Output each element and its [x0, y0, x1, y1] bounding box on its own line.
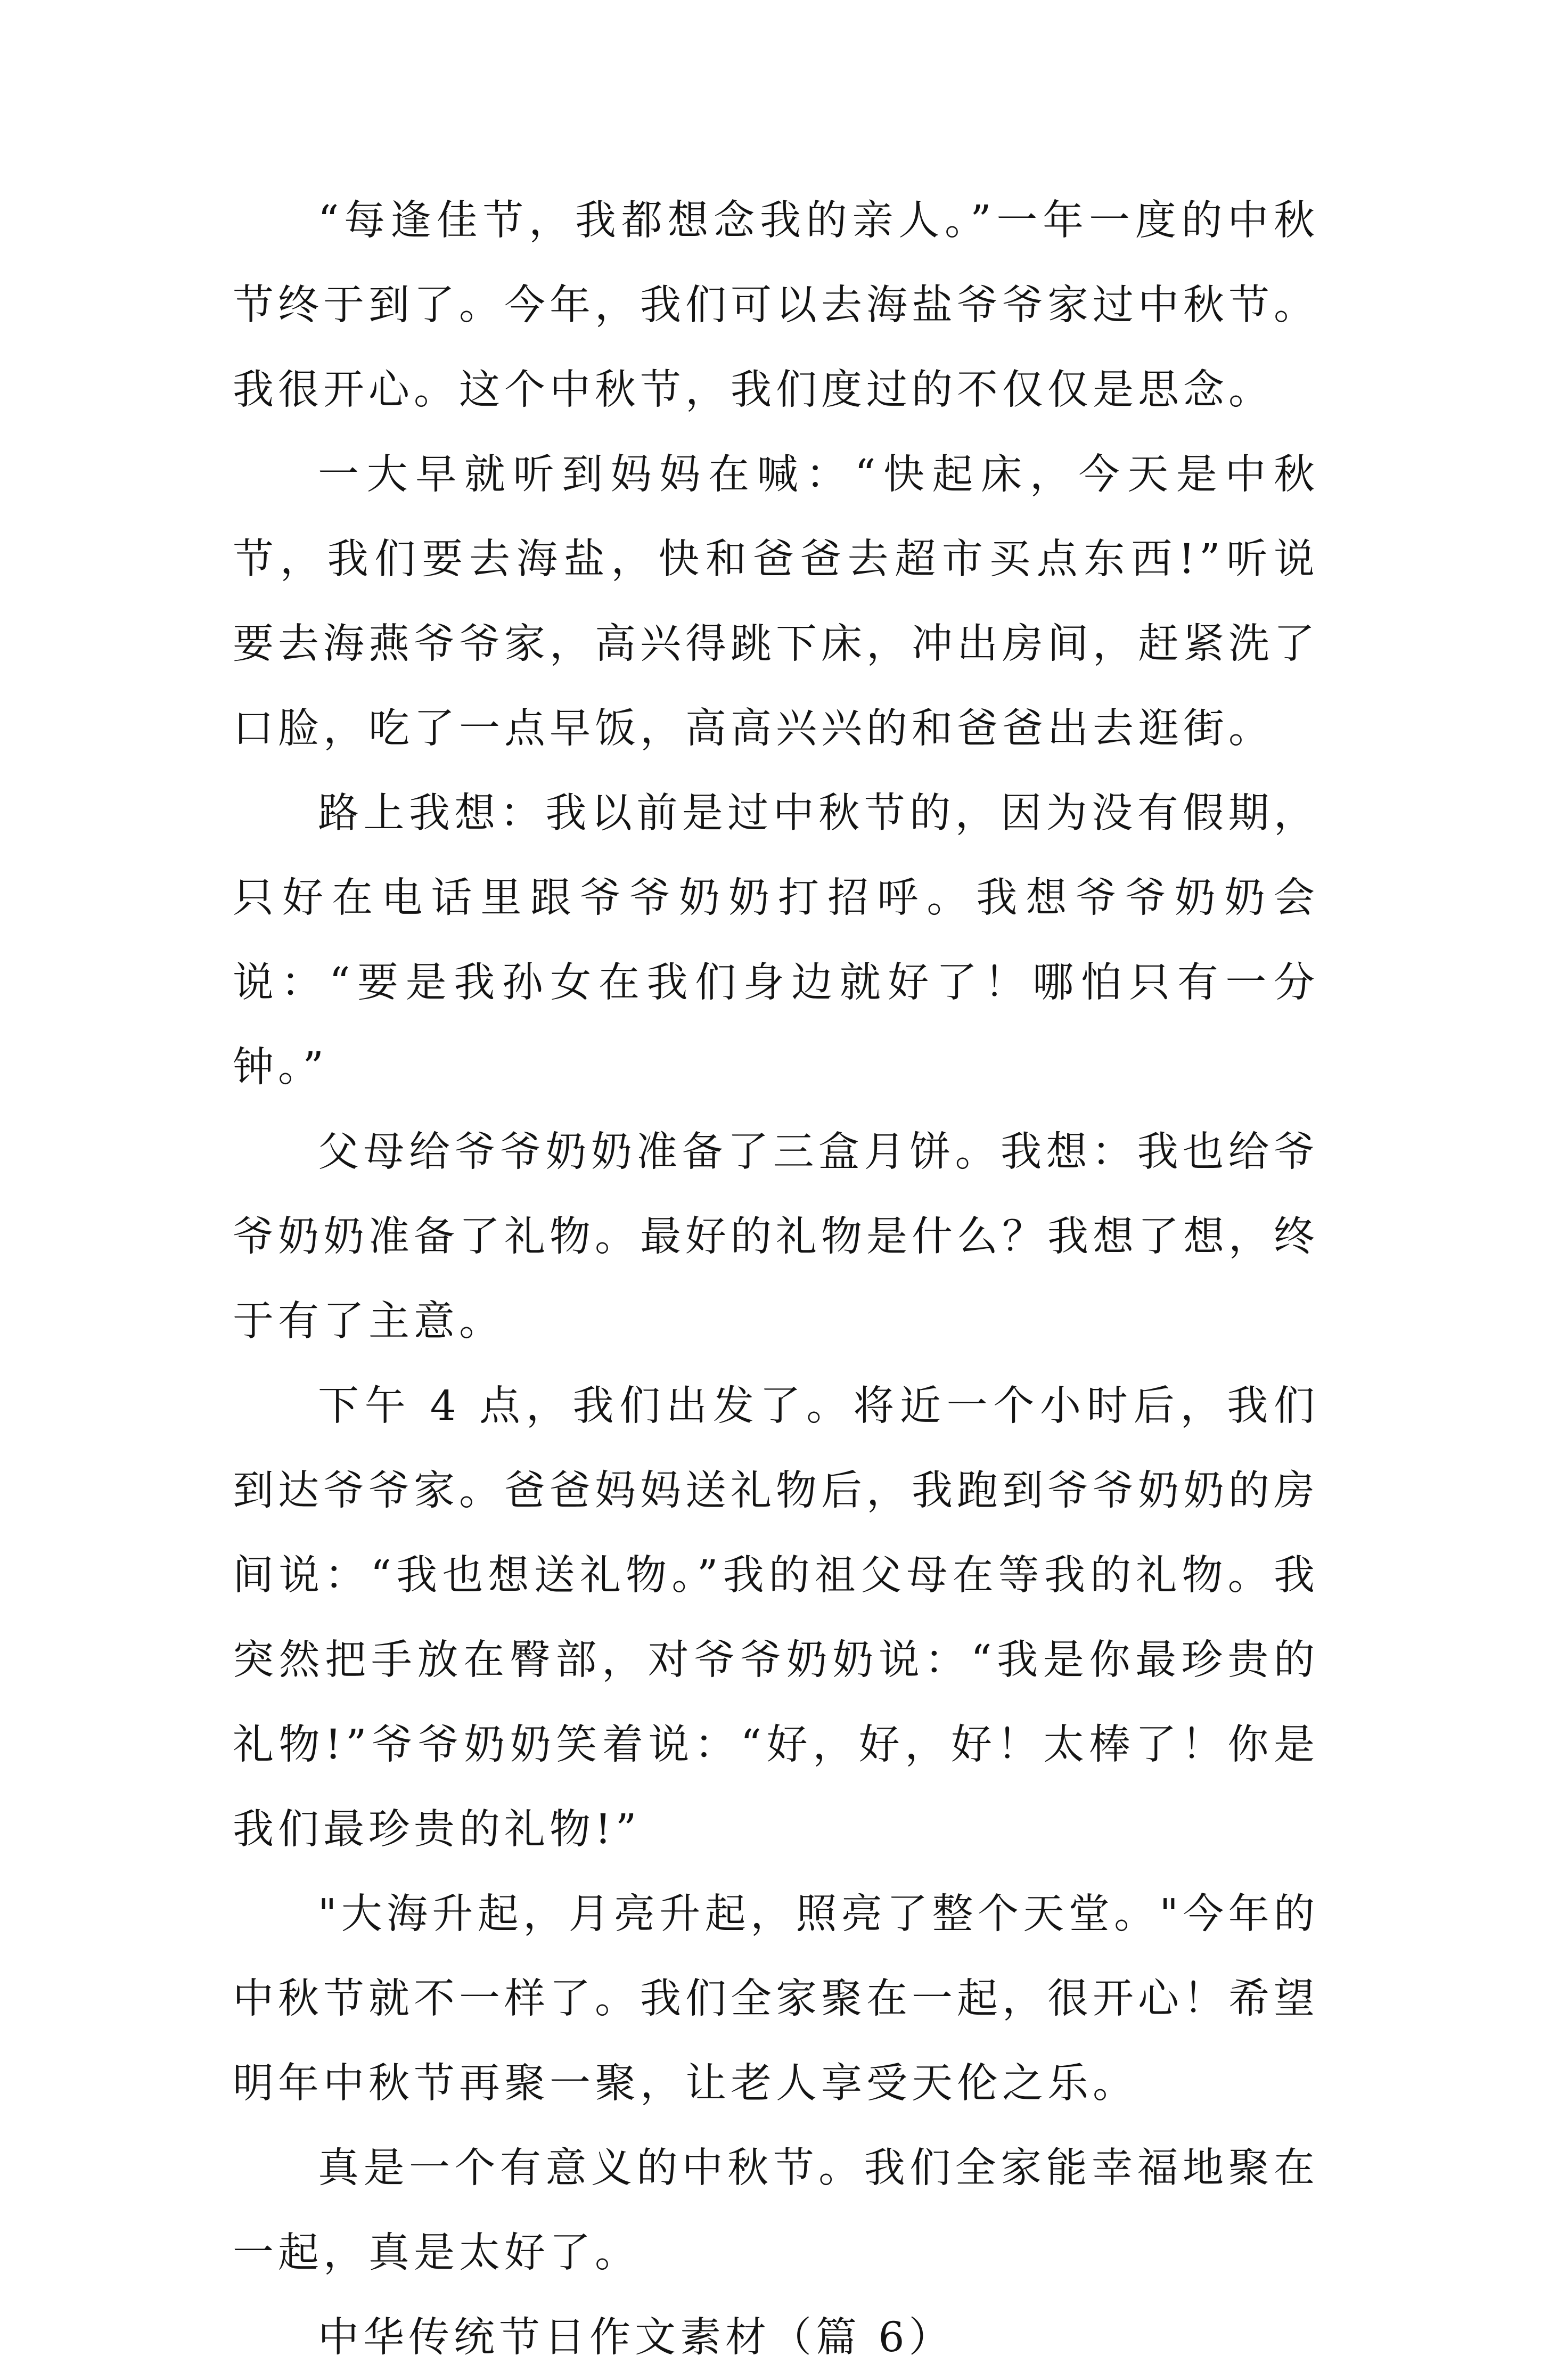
document-body: [233, 178, 1319, 2380]
paragraph-7: 真是一个有意义的中秋节。我们全家能幸福地聚在一起，真是太好了。: [233, 2145, 1319, 2277]
paragraph-3: 路上我想：我以前是过中秋节的，因为没有假期，只好在电话里跟爷爷奶奶打招呼。我想爷爷奶奶会说：“要是我孙女在我们身边就好了！哪怕只有一分钟。”: [233, 790, 1319, 1091]
section-heading: 中华传统节日作文素材（篇 6）: [318, 2314, 954, 2361]
paragraph-1: “每逢佳节，我都想念我的亲人。”一年一度的中秋节终于到了。今年，我们可以去海盐爷爷家过中秋节。我很开心。这个中秋节，我们度过的不仅仅是思念。: [233, 197, 1319, 414]
paragraph-6: "大海升起，月亮升起，照亮了整个天堂。"今年的中秋节就不一样了。我们全家聚在一起，很开心！希望明年中秋节再聚一聚，让老人享受天伦之乐。: [233, 1891, 1319, 2107]
paragraph-2: 一大早就听到妈妈在喊：“快起床，今天是中秋节，我们要去海盐，快和爸爸去超市买点东西!”听说要去海燕爷爷家，高兴得跳下床，冲出房间，赶紧洗了口脸，吃了一点早饭，高高兴兴的和爸爸出去逛街。: [233, 451, 1319, 753]
paragraph-5: 下午 4 点，我们出发了。将近一个小时后，我们到达爷爷家。爸爸妈妈送礼物后，我跑到爷爷奶奶的房间说：“我也想送礼物。”我的祖父母在等我的礼物。我突然把手放在臀部，对爷爷奶奶说：“我是你最珍贵的礼物!”爷爷奶奶笑着说：“好，好，好！太棒了！你是我们最珍贵的礼物!”: [233, 1383, 1319, 1853]
paragraph-4: 父母给爷爷奶奶准备了三盒月饼。我想：我也给爷爷奶奶准备了礼物。最好的礼物是什么？我想了想，终于有了主意。: [233, 1128, 1319, 1345]
